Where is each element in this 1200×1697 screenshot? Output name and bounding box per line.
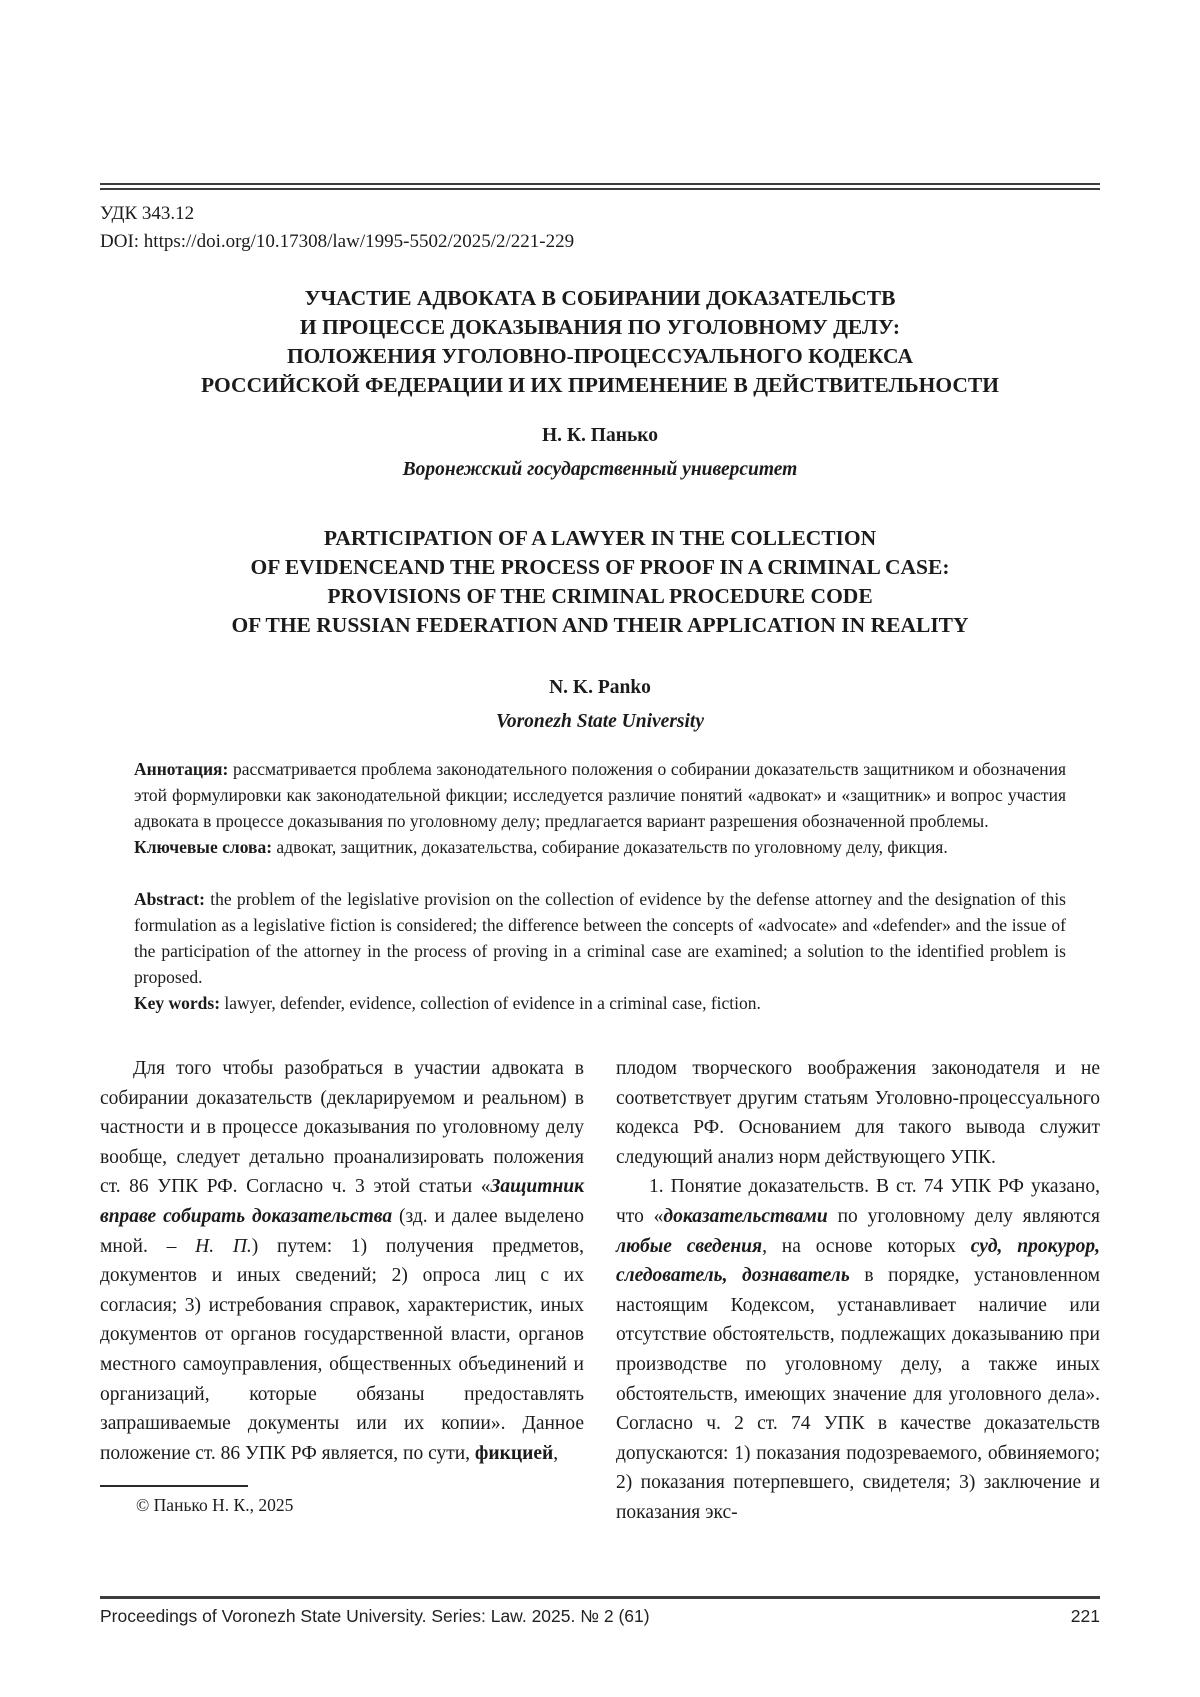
journal-title-line: Proceedings of Voronezh State University. Series: Law. 2025. № 2 (61) bbox=[100, 1606, 650, 1626]
author-name-ru: Н. К. Панько bbox=[541, 425, 658, 446]
doi-line: DOI: https://doi.org/10.17308/law/1995-5502/2025/2/221-229 bbox=[100, 231, 575, 252]
affiliation-ru: Воронежский государственный университет bbox=[402, 459, 798, 480]
footnote-rule bbox=[100, 1485, 248, 1487]
body-column-left bbox=[100, 1054, 584, 1528]
title-ru-line-3: ПОЛОЖЕНИЯ УГОЛОВНО-ПРОЦЕССУАЛЬНОГО КОДЕКСА bbox=[286, 344, 914, 368]
keywords-ru: Ключевые слова: адвокат, защитник, доказательства, собирание доказательств по уголовному делу, фикция. bbox=[134, 837, 948, 857]
title-ru-line-1: УЧАСТИЕ АДВОКАТА В СОБИРАНИИ ДОКАЗАТЕЛЬСТВ bbox=[304, 286, 896, 310]
body-paragraph: Для того чтобы разобраться в участии адвоката в собирании доказательств (декларируемом и реальном) в частности и в процессе доказывания по уголовному делу вообще, следует детально проанализировать положения ст. 86 УПК РФ. Согласно ч. 3 этой статьи «Защитник вправе собирать доказательства (зд. и далее выделено мной. – Н. П.) путем: 1) получения предметов, документов и иных сведений; 2) опроса лиц с их согласия; 3) истребования справок, характеристик, иных документов от органов государственной власти, органов местного самоуправления, общественных объединений и организаций, которые обязаны предоставлять запрашиваемые документы или их копии». Данное положение ст. 86 УПК РФ является, по сути, фикцией, bbox=[100, 1058, 584, 1464]
title-en-line-2: OF EVIDENCEAND THE PROCESS OF PROOF IN A CRIMINAL CASE: bbox=[250, 555, 950, 579]
copyright-line: © Панько Н. К., 2025 bbox=[136, 1495, 294, 1516]
affiliation-en: Voronezh State University bbox=[495, 711, 705, 732]
page-number: 221 bbox=[1070, 1606, 1100, 1626]
article-title-ru bbox=[100, 284, 1100, 400]
udc-number: УДК 343.12 bbox=[100, 203, 195, 224]
keywords-en: Key words: lawyer, defender, evidence, collection of evidence in a criminal case, fiction. bbox=[134, 993, 761, 1013]
page-content bbox=[0, 183, 1200, 1528]
title-ru-line-2: И ПРОЦЕССЕ ДОКАЗЫВАНИЯ ПО УГОЛОВНОМУ ДЕЛУ: bbox=[299, 315, 901, 339]
copyright-footnote bbox=[100, 1485, 584, 1517]
article-body bbox=[100, 1054, 1100, 1528]
title-en-line-1: PARTICIPATION OF A LAWYER IN THE COLLECTION bbox=[323, 526, 877, 550]
abstract-en: Abstract: the problem of the legislative provision on the collection of evidence by the defense attorney and the designation of this formulation as a legislative fiction is considered; the difference between the concepts of «advocate» and «defender» and the issue of the participation of the attorney in the process of proving in a criminal case are examined; a solution to the identified problem is proposed. bbox=[134, 889, 1066, 987]
title-en-line-3: PROVISIONS OF THE CRIMINAL PROCEDURE CODE bbox=[327, 584, 873, 608]
body-column-right bbox=[616, 1054, 1100, 1528]
title-en-line-4: OF THE RUSSIAN FEDERATION AND THEIR APPLICATION IN REALITY bbox=[231, 613, 969, 637]
article-title-en bbox=[100, 524, 1100, 640]
annotation-ru: Аннотация: рассматривается проблема законодательного положения о собирании доказательств защитником и обозначения этой формулировки как законодательной фикции; исследуется различие понятий «адвокат» и «защитник» и вопрос участия адвоката в процессе доказывания по уголовному делу; предлагается вариант разрешения обозначенной проблемы. bbox=[134, 759, 1066, 831]
header-double-rule bbox=[100, 183, 1100, 190]
body-paragraph: плодом творческого воображения законодателя и не соответствует другим статьям Уголовно-процессуального кодекса РФ. Основанием для такого вывода служит следующий анализ норм действующего УПК. bbox=[616, 1058, 1100, 1168]
abstract-gap bbox=[134, 860, 1066, 886]
page-footer bbox=[100, 1596, 1100, 1627]
title-ru-line-4: РОССИЙСКОЙ ФЕДЕРАЦИИ И ИХ ПРИМЕНЕНИЕ В ДЕЙСТВИТЕЛЬНОСТИ bbox=[201, 373, 999, 397]
author-name-en: N. K. Panko bbox=[549, 677, 651, 698]
abstract-block bbox=[100, 756, 1100, 1016]
body-paragraph: 1. Понятие доказательств. В ст. 74 УПК РФ указано, что «доказательствами по уголовному делу являются любые сведения, на основе которых суд, прокурор, следователь, дознаватель в порядке, установленном настоящим Кодексом, устанавливает наличие или отсутствие обстоятельств, подлежащих доказыванию при производстве по уголовному делу, а также иных обстоятельств, имеющих значение для уголовного дела». Согласно ч. 2 ст. 74 УПК в качестве доказательств допускаются: 1) показания подозреваемого, обвиняемого; 2) показания потерпевшего, свидетеля; 3) заключение и показания экс- bbox=[616, 1176, 1101, 1523]
